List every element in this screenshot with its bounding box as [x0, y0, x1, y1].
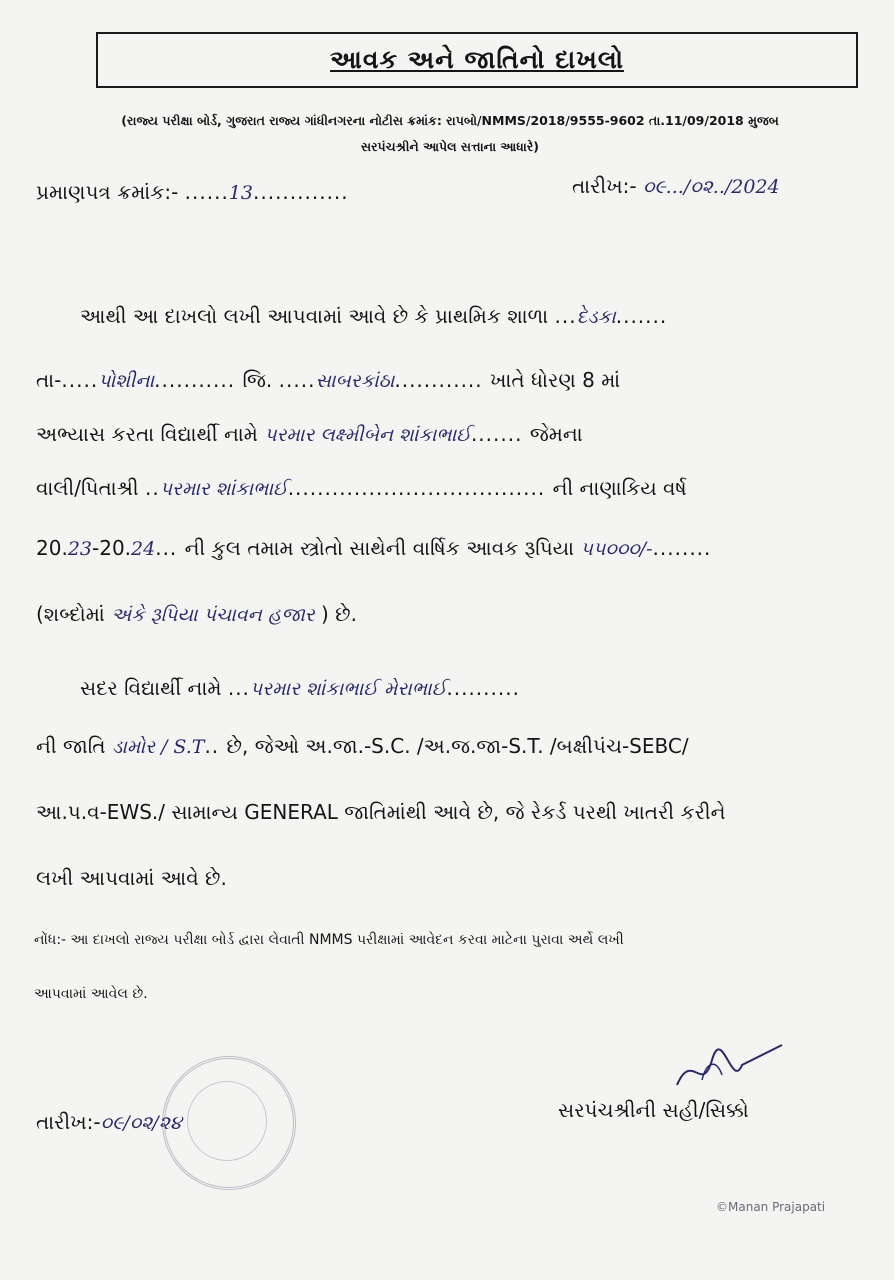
- income-amount: ૫૫૦૦૦/-: [580, 538, 653, 560]
- certificate-number-row: પ્રમાણપત્ર ક્રમાંક:- ......13.............: [36, 180, 349, 204]
- signature-label: સરપંચશ્રીની સહી/સિક્કો: [558, 1098, 749, 1122]
- title-box: [96, 32, 858, 88]
- signature-mark: [672, 1040, 792, 1100]
- whose-text: જેમના: [529, 422, 583, 446]
- words-label: (શબ્દોમાં: [36, 602, 105, 626]
- caste-line-2: ની જાતિ ડામોર / S.T.. છે, જેઓ અ.જા.-S.C. /અ.જ.જા-S.T. /બક્ષીપંચ-SEBC/: [36, 734, 689, 758]
- watermark: ©Manan Prajapati: [716, 1200, 826, 1214]
- income-words-line: [36, 602, 357, 626]
- certificate-date-label: તારીખ:-: [572, 174, 637, 198]
- footnote-line-1: નોંધ:- આ દાખલો રાજ્ય પરીક્ષા બોર્ડ દ્વારા લેવાતી NMMS પરીક્ષામાં આવેદન કરવા માટેના પુરાવા અર્થે લખી: [34, 932, 624, 948]
- caste-line-4: લખી આપવામાં આવે છે.: [36, 866, 227, 890]
- caste-line-1: સદર વિદ્યાર્થી નામે ...પરમાર શાંકાભાઈ મેરાભાઈ..........: [80, 676, 520, 700]
- year-prefix: 20.: [36, 536, 68, 560]
- income-line-4: વાલી/પિતાશ્રી ..પરમાર શાંકાભાઈ................................... ની નાણાકિય વર્ષ: [36, 476, 687, 500]
- caste-student-label: સદર વિદ્યાર્થી નામે: [80, 676, 222, 700]
- taluka-label: તા-: [36, 368, 62, 392]
- year-mid: -20.: [92, 536, 132, 560]
- standard-text: ખાતે ધોરણ 8 માં: [490, 368, 621, 392]
- district-value: સાબરકાંઠા: [315, 370, 395, 392]
- income-line-5: 20.23-20.24... ની કુલ તમામ સ્ત્રોતો સાથેની વાર્ષિક આવક રૂપિયા ૫૫૦૦૦/-........: [36, 536, 712, 560]
- student-name: પરમાર લક્ષ્મીબેન શાંકાભાઈ: [264, 424, 471, 446]
- footer-date-value: ૦૯/૦૨/૨૪: [100, 1112, 182, 1134]
- year-to: 24: [131, 538, 156, 560]
- caste-line-3: આ.પ.વ-EWS./ સામાન્ય GENERAL જાતિમાંથી આવે છે, જે રેકર્ડ પરથી ખાતરી કરીને: [36, 800, 726, 824]
- certificate-number-label: પ્રમાણપત્ર ક્રમાંક:-: [36, 180, 179, 204]
- panchayat-stamp: [162, 1056, 296, 1190]
- income-line-2: તા-.....પોશીના........... જિ. .....સાબરકાંઠા............ ખાતે ધોરણ 8 માં: [36, 368, 621, 392]
- authority-note-line1: (રાજ્ય પરીક્ષા બોર્ડ, ગુજરાત રાજ્ય ગાંધીનગરના નોટીસ ક્રમાંક: રાપબો/NMMS/2018/9555-9602 તા.11/09/2018 મુજબ: [121, 113, 779, 128]
- footer-date-row: [36, 1110, 182, 1134]
- district-label: જિ.: [242, 368, 273, 392]
- certificate-date-value: ૦૯.../૦૨../2024: [642, 176, 780, 198]
- certificate-number-value: 13: [228, 182, 253, 204]
- income-line-3: અભ્યાસ કરતા વિદ્યાર્થી નામે પરમાર લક્ષ્મીબેન શાંકાભાઈ....... જેમના: [36, 422, 583, 446]
- taluka-value: પોશીના: [98, 370, 155, 392]
- certificate-date-row: [572, 174, 780, 198]
- caste-categories: છે, જેઓ અ.જા.-S.C. /અ.જ.જા-S.T. /બક્ષીપંચ-SEBC/: [226, 734, 689, 758]
- footnote-line-2: આપવામાં આવેલ છે.: [34, 986, 148, 1002]
- authority-note: [50, 108, 850, 160]
- guardian-label: વાલી/પિતાશ્રી: [36, 476, 139, 500]
- student-label: અભ્યાસ કરતા વિદ્યાર્થી નામે: [36, 422, 258, 446]
- financial-year-text: ની નાણાકિય વર્ષ: [552, 476, 687, 500]
- page-title: આવક અને જાતિનો દાખલો: [330, 45, 624, 74]
- school-name: દેડકા: [576, 306, 616, 328]
- guardian-name: પરમાર શાંકાભાઈ: [159, 478, 288, 500]
- income-line-1: આથી આ દાખલો લખી આપવામાં આવે છે કે પ્રાથમિક શાળા ...દેડકા.......: [80, 304, 668, 328]
- caste-student-name: પરમાર શાંકાભાઈ મેરાભાઈ: [249, 678, 447, 700]
- income-text: ની કુલ તમામ સ્ત્રોતો સાથેની વાર્ષિક આવક રૂપિયા: [184, 536, 575, 560]
- year-from: 23: [67, 538, 92, 560]
- caste-value: ડામોર / S.T: [111, 736, 205, 758]
- income-line-1-text: આથી આ દાખલો લખી આપવામાં આવે છે કે પ્રાથમિક શાળા: [80, 304, 549, 328]
- stamp-inner-ring: [187, 1081, 267, 1161]
- footer-date-label: તારીખ:-: [36, 1110, 101, 1134]
- income-words: અંકે રૂપિયા પંચાવન હજાર: [111, 604, 315, 626]
- words-suffix: ) છે.: [321, 602, 357, 626]
- caste-label: ની જાતિ: [36, 734, 106, 758]
- authority-note-line2: સરપંચશ્રીને આપેલ સત્તાના આધારે): [360, 139, 540, 154]
